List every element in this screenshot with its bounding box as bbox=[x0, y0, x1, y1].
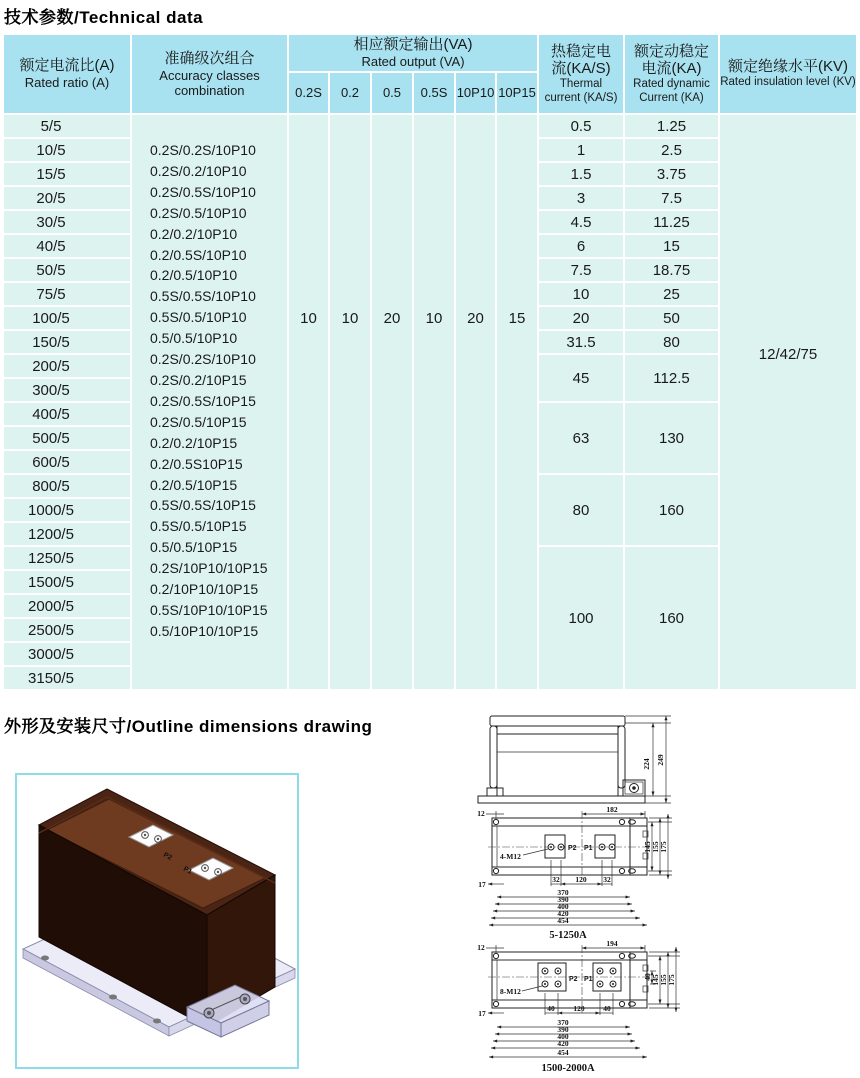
header-rated-output: 相应额定输出(VA) Rated output (VA) bbox=[289, 35, 537, 71]
dim-454: 454 bbox=[557, 1048, 569, 1057]
thermal-cell: 31.5 bbox=[539, 331, 623, 353]
accuracy-line: 0.2/0.5S10P15 bbox=[150, 455, 243, 472]
accuracy-line: 0.5/0.5/10P10 bbox=[150, 330, 238, 347]
dim-182: 182 bbox=[606, 805, 618, 814]
p2-label: P2 bbox=[569, 976, 578, 983]
output-col-02s-cell: 10 bbox=[289, 115, 328, 689]
transformer-3d-drawing bbox=[17, 775, 297, 1067]
ratio-row: 200/5 bbox=[4, 355, 130, 377]
base-bolt-hole bbox=[153, 1019, 161, 1024]
header-output-col-10p15: 10P15 bbox=[497, 73, 537, 113]
ratio-row: 1200/5 bbox=[4, 523, 130, 545]
dynamic-cell: 1.25 bbox=[625, 115, 718, 137]
dim-390: 390 bbox=[557, 1025, 569, 1034]
ratio-row: 3000/5 bbox=[4, 643, 130, 665]
ratio-row: 30/5 bbox=[4, 211, 130, 233]
ratio-row: 15/5 bbox=[4, 163, 130, 185]
accuracy-line: 0.2/0.5/10P10 bbox=[150, 267, 238, 284]
dynamic-cell: 50 bbox=[625, 307, 718, 329]
ratio-row: 100/5 bbox=[4, 307, 130, 329]
ratio-row: 2500/5 bbox=[4, 619, 130, 641]
base-bolt-hole bbox=[41, 956, 49, 961]
dynamic-cell: 130 bbox=[625, 403, 718, 473]
caption-5-1250a: 5-1250A bbox=[549, 930, 587, 941]
bolt-label-4m12: 4-M12 bbox=[500, 852, 521, 861]
accuracy-line: 0.5S/0.5S/10P10 bbox=[150, 288, 256, 305]
plan-view-1500-2000a bbox=[460, 940, 710, 1078]
ratio-row: 600/5 bbox=[4, 451, 130, 473]
header-dynamic-current: 额定动稳定 电流(KA) Rated dynamic Current (KA) bbox=[625, 35, 718, 113]
iso-p1-label: P1 bbox=[182, 865, 193, 876]
accuracy-line: 0.2/0.2/10P15 bbox=[150, 434, 238, 451]
technical-data-title: 技术参数/Technical data bbox=[4, 8, 204, 27]
dynamic-cell: 18.75 bbox=[625, 259, 718, 281]
dim-155: 155 bbox=[659, 974, 668, 986]
dim-12: 12 bbox=[477, 943, 485, 952]
accuracy-line: 0.2/10P10/10P15 bbox=[150, 581, 259, 598]
ratio-row: 10/5 bbox=[4, 139, 130, 161]
accuracy-line: 0.2/0.5S/10P10 bbox=[150, 246, 247, 263]
thermal-cell: 1.5 bbox=[539, 163, 623, 185]
output-col-10p10-cell: 20 bbox=[456, 115, 495, 689]
dim-175: 175 bbox=[659, 841, 668, 853]
ratio-row: 20/5 bbox=[4, 187, 130, 209]
dim-32-right: 32 bbox=[603, 875, 611, 884]
ratio-row: 40/5 bbox=[4, 235, 130, 257]
bolt-label-8m12: 8-M12 bbox=[500, 987, 521, 996]
dim-120: 120 bbox=[573, 1004, 585, 1013]
ratio-row: 150/5 bbox=[4, 331, 130, 353]
thermal-cell: 4.5 bbox=[539, 211, 623, 233]
ratio-row: 3150/5 bbox=[4, 667, 130, 689]
thermal-cell: 20 bbox=[539, 307, 623, 329]
accuracy-line: 0.2/0.2/10P10 bbox=[150, 225, 238, 242]
dim-145: 145 bbox=[643, 841, 652, 853]
thermal-cell: 3 bbox=[539, 187, 623, 209]
dim-400: 400 bbox=[557, 1032, 569, 1041]
thermal-cell: 45 bbox=[539, 355, 623, 401]
thermal-cell: 6 bbox=[539, 235, 623, 257]
header-accuracy-classes: 准确级次组合 Accuracy classes combination bbox=[132, 35, 287, 113]
base-bolt-hole bbox=[109, 995, 117, 1000]
header-output-col-05s: 0.5S bbox=[414, 73, 454, 113]
dim-40: 40 bbox=[643, 973, 652, 981]
ratio-row: 500/5 bbox=[4, 427, 130, 449]
dim-120: 120 bbox=[575, 875, 587, 884]
thermal-cell: 100 bbox=[539, 547, 623, 689]
ratio-row: 1250/5 bbox=[4, 547, 130, 569]
outline-dimensions-title: 外形及安装尺寸/Outline dimensions drawing bbox=[4, 717, 373, 736]
insulation-level-cell: 12/42/75 bbox=[720, 115, 856, 689]
ratio-row: 1000/5 bbox=[4, 499, 130, 521]
thermal-cell: 10 bbox=[539, 283, 623, 305]
accuracy-line: 0.2S/0.5/10P10 bbox=[150, 204, 247, 221]
thermal-cell: 0.5 bbox=[539, 115, 623, 137]
ratio-row: 50/5 bbox=[4, 259, 130, 281]
output-col-05s-cell: 10 bbox=[414, 115, 454, 689]
dim-249: 249 bbox=[656, 754, 665, 766]
header-output-col-02: 0.2 bbox=[330, 73, 370, 113]
accuracy-line: 0.5S/10P10/10P15 bbox=[150, 601, 268, 618]
header-rated-ratio: 额定电流比(A) Rated ratio (A) bbox=[4, 35, 130, 113]
accuracy-line: 0.2S/0.5/10P15 bbox=[150, 413, 247, 430]
accuracy-line: 0.2S/0.2/10P15 bbox=[150, 371, 247, 388]
thermal-cell: 7.5 bbox=[539, 259, 623, 281]
technical-data-table bbox=[4, 35, 856, 691]
dynamic-cell: 25 bbox=[625, 283, 718, 305]
output-col-10p15-cell: 15 bbox=[497, 115, 537, 689]
dynamic-cell: 112.5 bbox=[625, 355, 718, 401]
plan-view-5-1250a bbox=[460, 805, 710, 943]
accuracy-line: 0.2S/0.5S/10P10 bbox=[150, 183, 256, 200]
accuracy-line: 0.2S/0.2S/10P10 bbox=[150, 142, 256, 158]
accuracy-line: 0.5/0.5/10P15 bbox=[150, 539, 238, 556]
ratio-row: 1500/5 bbox=[4, 571, 130, 593]
accuracy-line: 0.5S/0.5/10P15 bbox=[150, 518, 247, 535]
ratio-row: 300/5 bbox=[4, 379, 130, 401]
dim-32-left: 32 bbox=[552, 875, 560, 884]
output-col-02-cell: 10 bbox=[330, 115, 370, 689]
accuracy-line: 0.2S/0.2S/10P10 bbox=[150, 351, 256, 368]
dim-420: 420 bbox=[557, 1039, 569, 1048]
dim-40-right: 40 bbox=[603, 1004, 611, 1013]
dynamic-cell: 15 bbox=[625, 235, 718, 257]
accuracy-line: 0.2S/0.2/10P10 bbox=[150, 162, 247, 179]
ratio-row: 75/5 bbox=[4, 283, 130, 305]
accuracy-combinations-cell bbox=[132, 115, 287, 689]
dim-370: 370 bbox=[557, 888, 569, 897]
accuracy-line: 0.2S/0.5S/10P15 bbox=[150, 392, 256, 409]
p1-label: P1 bbox=[584, 976, 593, 983]
dynamic-cell: 160 bbox=[625, 547, 718, 689]
thermal-cell: 1 bbox=[539, 139, 623, 161]
accuracy-line: 0.5S/0.5S/10P15 bbox=[150, 497, 256, 514]
dynamic-cell: 7.5 bbox=[625, 187, 718, 209]
ratio-row: 400/5 bbox=[4, 403, 130, 425]
dynamic-cell: 3.75 bbox=[625, 163, 718, 185]
dynamic-cell: 160 bbox=[625, 475, 718, 545]
caption-1500-2000a: 1500-2000A bbox=[541, 1063, 595, 1074]
dim-390: 390 bbox=[557, 895, 569, 904]
iso-p2-label: P2 bbox=[162, 851, 173, 862]
dim-224: 224 bbox=[642, 758, 651, 770]
header-insulation-level: 额定绝缘水平(KV) Rated insulation level (KV) bbox=[720, 35, 856, 113]
ratio-row: 800/5 bbox=[4, 475, 130, 497]
thermal-cell: 63 bbox=[539, 403, 623, 473]
dim-17: 17 bbox=[478, 880, 486, 889]
dim-155: 155 bbox=[651, 841, 660, 853]
dim-145: 145 bbox=[651, 974, 660, 986]
side-view-drawing bbox=[466, 702, 680, 806]
accuracy-line: 0.2S/10P10/10P15 bbox=[150, 560, 268, 577]
p1-label: P1 bbox=[584, 845, 593, 852]
dim-370: 370 bbox=[557, 1018, 569, 1027]
dim-400: 400 bbox=[557, 902, 569, 911]
dynamic-cell: 2.5 bbox=[625, 139, 718, 161]
header-output-col-05: 0.5 bbox=[372, 73, 412, 113]
dim-12: 12 bbox=[477, 809, 485, 818]
header-output-col-02s: 0.2S bbox=[289, 73, 328, 113]
accuracy-line: 0.5S/0.5/10P10 bbox=[150, 309, 247, 326]
ratio-row: 5/5 bbox=[4, 115, 130, 137]
dim-40-left: 40 bbox=[547, 1004, 555, 1013]
dim-175: 175 bbox=[667, 974, 676, 986]
output-col-05-cell: 20 bbox=[372, 115, 412, 689]
thermal-cell: 80 bbox=[539, 475, 623, 545]
accuracy-line: 0.2/0.5/10P15 bbox=[150, 476, 238, 493]
header-output-col-10p10: 10P10 bbox=[456, 73, 495, 113]
dim-194: 194 bbox=[606, 940, 618, 948]
dim-17: 17 bbox=[478, 1009, 486, 1018]
ratio-row: 2000/5 bbox=[4, 595, 130, 617]
p2-label: P2 bbox=[568, 845, 577, 852]
transformer-3d-image bbox=[15, 773, 299, 1069]
dynamic-cell: 11.25 bbox=[625, 211, 718, 233]
accuracy-line: 0.5/10P10/10P15 bbox=[150, 622, 259, 639]
dim-420: 420 bbox=[557, 909, 569, 918]
header-thermal-current: 热稳定电 流(KA/S) Thermal current (KA/S) bbox=[539, 35, 623, 113]
dynamic-cell: 80 bbox=[625, 331, 718, 353]
dim-454: 454 bbox=[557, 916, 569, 925]
